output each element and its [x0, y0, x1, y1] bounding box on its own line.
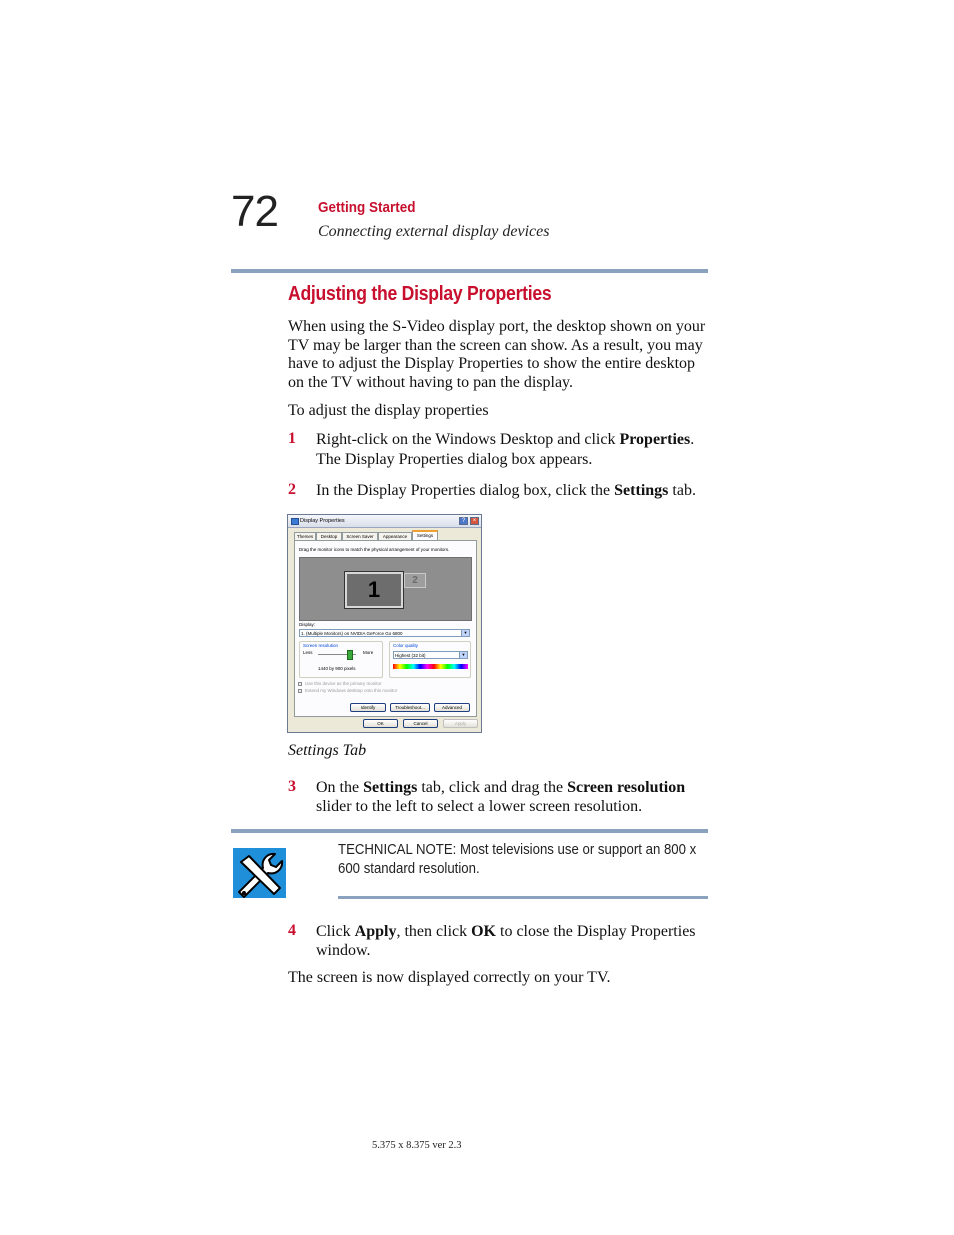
dialog-title: Display Properties	[300, 518, 345, 524]
step-text-part: .	[690, 431, 695, 448]
advanced-button[interactable]: Advanced	[434, 703, 470, 712]
step-text	[316, 778, 708, 816]
step-text	[316, 922, 708, 960]
tab-desktop[interactable]: Desktop	[316, 532, 342, 540]
chevron-down-icon: ▼	[459, 652, 467, 658]
display-select[interactable]	[299, 629, 470, 637]
help-button[interactable]: ?	[459, 517, 468, 525]
display-value: 1. (Multiple Monitors) on NVIDIA GeForce Go 6800	[301, 631, 403, 636]
step-text-part: tab, click and drag the	[417, 779, 568, 796]
ok-button[interactable]: OK	[363, 719, 398, 728]
page-number: 72	[231, 187, 278, 236]
step-number: 1	[288, 430, 296, 447]
instruction-text: Drag the monitor icons to match the physical arrangement of your monitors.	[299, 547, 450, 552]
step-number: 2	[288, 481, 296, 498]
apply-button[interactable]: Apply	[443, 719, 478, 728]
wrench-icon	[233, 848, 286, 898]
note-divider-top	[231, 829, 708, 833]
chapter-title: Getting Started	[318, 199, 416, 216]
step-text-part: The Display Properties dialog box appears.	[316, 451, 593, 468]
tab-appearance[interactable]: Appearance	[378, 532, 412, 540]
step-bold-term: Properties	[619, 431, 691, 448]
monitor-icon	[291, 518, 299, 525]
step-text-part: On the	[316, 779, 364, 796]
monitor-2-icon[interactable]: 2	[404, 573, 426, 588]
extend-desktop-checkbox[interactable]	[298, 689, 302, 693]
step-bold-term: Screen resolution	[567, 779, 686, 796]
step-bold-term: Apply	[354, 923, 397, 940]
close-button[interactable]: ×	[470, 517, 479, 525]
settings-panel	[294, 540, 477, 717]
primary-monitor-label: Use this device as the primary monitor	[305, 681, 382, 686]
technical-note: TECHNICAL NOTE: Most televisions use or support an 800 x 600 standard resolution.	[338, 841, 697, 877]
step-text-part: In the Display Properties dialog box, click the	[316, 482, 615, 499]
color-quality-label: Color quality	[393, 643, 419, 648]
more-label: More	[363, 650, 374, 655]
footer-text: 5.375 x 8.375 ver 2.3	[372, 1140, 462, 1151]
section-title: Adjusting the Display Properties	[288, 283, 552, 305]
resolution-value: 1440 by 900 pixels	[318, 666, 356, 671]
step-number: 3	[288, 778, 296, 795]
troubleshoot-button[interactable]: Troubleshoot...	[390, 703, 430, 712]
cancel-button[interactable]: Cancel	[403, 719, 438, 728]
tab-screen-saver[interactable]: Screen Saver	[342, 532, 378, 540]
color-quality-value: Highest (32 bit)	[395, 653, 426, 658]
note-divider-bottom	[338, 896, 708, 899]
screen-resolution-group	[299, 641, 383, 678]
step-text	[316, 481, 708, 500]
color-quality-group	[389, 641, 471, 678]
step-bold-term: Settings	[363, 779, 418, 796]
step-text-part: , then click	[396, 923, 472, 940]
lead-in-text: To adjust the display properties	[288, 402, 489, 419]
closing-text: The screen is now displayed correctly on your TV.	[288, 969, 611, 986]
step-text-part: tab.	[668, 482, 696, 499]
chevron-down-icon: ▼	[461, 630, 469, 636]
monitor-arrangement	[299, 557, 472, 621]
tab-settings[interactable]: Settings	[412, 530, 438, 541]
step-text-part: to close the Display Properties window.	[316, 923, 696, 959]
step-text-part: Click	[316, 923, 355, 940]
display-properties-screenshot	[287, 514, 482, 733]
subchapter-title: Connecting external display devices	[318, 223, 550, 240]
step-bold-term: OK	[471, 923, 496, 940]
tab-themes[interactable]: Themes	[294, 532, 316, 540]
step-text-part: Right-click on the Windows Desktop and click	[316, 431, 620, 448]
intro-paragraph: When using the S-Video display port, the desktop shown on your TV may be larger than the screen can show. As a result, you may have to adjust the Display Properties to show the entire desktop on the TV without having to pan the display.	[288, 318, 706, 391]
color-spectrum-bar	[393, 664, 468, 669]
dialog-titlebar	[288, 515, 481, 528]
color-quality-select[interactable]	[393, 651, 468, 659]
primary-monitor-checkbox[interactable]	[298, 682, 302, 686]
step-number: 4	[288, 922, 296, 939]
identify-button[interactable]: Identify	[350, 703, 386, 712]
resolution-slider-thumb[interactable]	[347, 650, 353, 660]
monitor-1-icon[interactable]: 1	[345, 572, 403, 608]
step-bold-term: Settings	[614, 482, 669, 499]
extend-desktop-label: Extend my Windows desktop onto this monitor	[305, 688, 398, 693]
display-label: Display:	[299, 622, 316, 627]
step-text	[316, 430, 708, 470]
step-text-part: slider to the left to select a lower screen resolution.	[316, 798, 643, 815]
section-divider-top	[231, 269, 708, 273]
figure-caption: Settings Tab	[288, 742, 367, 759]
less-label: Less	[303, 650, 313, 655]
resolution-label: Screen resolution	[303, 643, 339, 648]
